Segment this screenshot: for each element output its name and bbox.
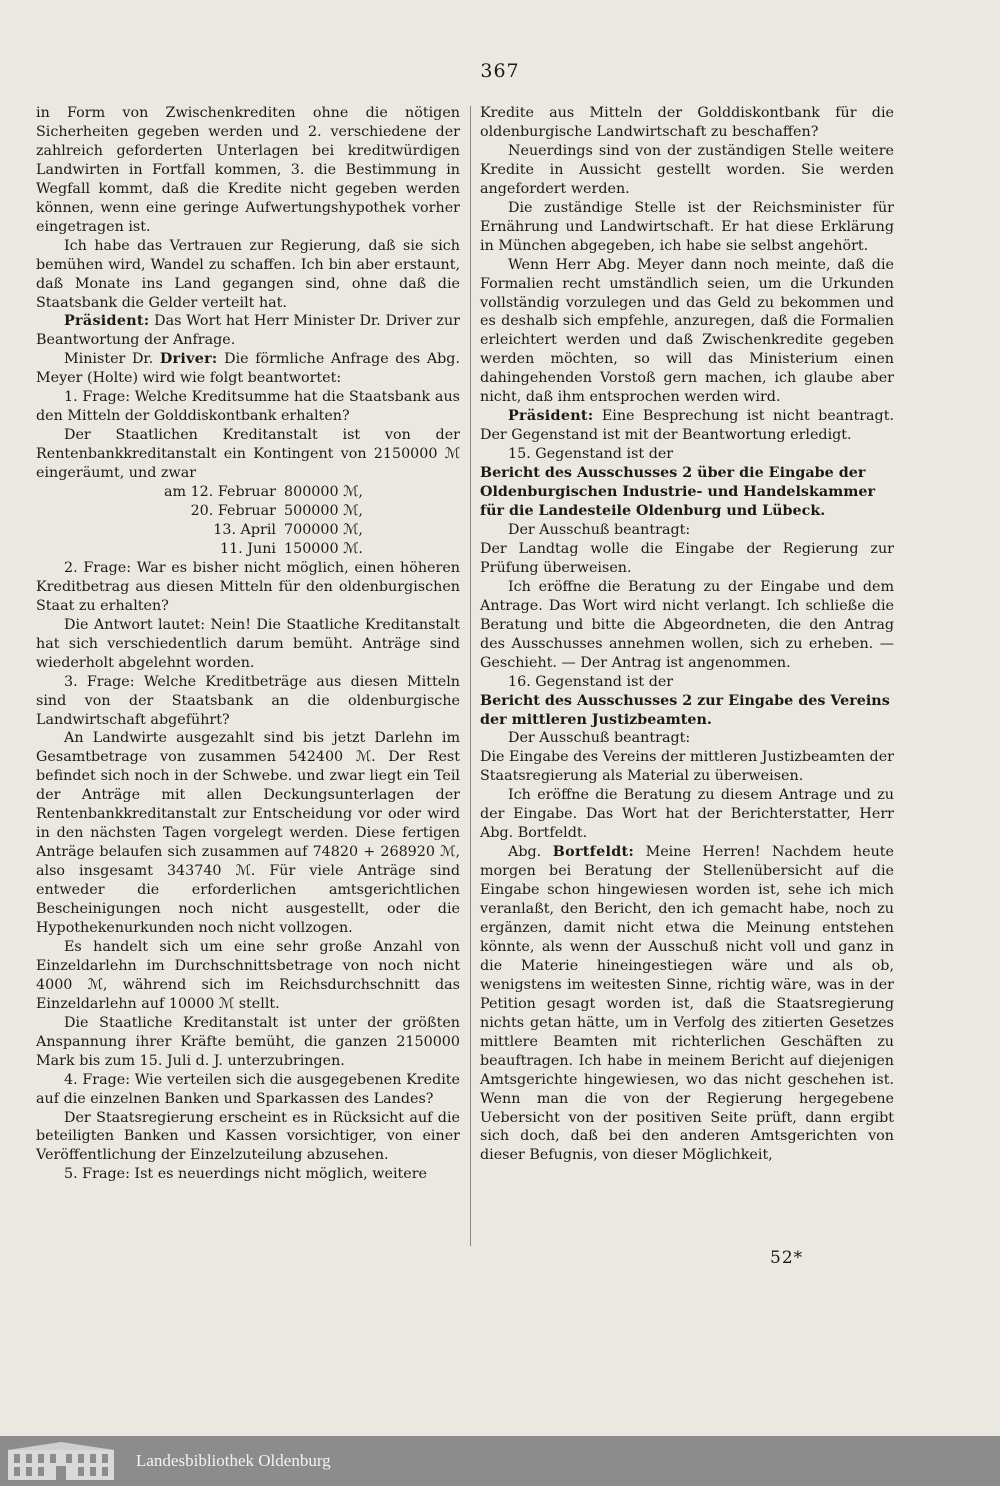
paragraph-text: Eine Besprechung ist nicht beantragt. Der Gegenstand ist mit der Beantwortung erledigt.: [480, 408, 894, 444]
right-column: [480, 104, 894, 1165]
paragraph: [480, 748, 894, 786]
paragraph: [480, 843, 894, 1165]
paragraph: [480, 464, 894, 521]
paragraph-text: Meine Herren! Nachdem heute morgen bei Beratung der Stellenübersicht auf die Eingabe schon hingewiesen worden ist, sehe ich mich veranlaßt, den Bericht, den ich gemacht habe, noch zu ergänzen, damit nicht etwa die Meinung entstehen könnte, als wenn der Ausschuß nicht voll und ganz in die Materie hineingestiegen wäre und als ob, wenigstens im weitesten Sinne, richtig wäre, was in der Petition gesagt worden ist, daß die Staatsregierung nichts getan hätte, um in Verfolg des zitierten Gesetzes mittlere Beamten mit richterlichen Geschäften zu beauftragen. Ich habe in meinem Bericht auf diejenigen Amtsgerichte hingewiesen, wo das nicht geschehen ist. Wenn man die von der Regierung hergegebene Uebersicht von der positiven Seite prüft, dann ergibt sich doch, daß bei den anderen Amtsgerichten von dieser Befugnis, von dieser Möglichkeit,: [480, 844, 895, 1164]
right-paragraphs: [480, 104, 894, 1165]
paragraph-text: 2. Frage: War es bisher nicht möglich, einen höheren Kreditbetrag aus diesen Mitteln für den oldenburgischen Staat zu erhalten?: [36, 559, 460, 614]
paragraph: [36, 104, 460, 237]
paragraph-text: in Form von Zwischenkrediten ohne die nötigen Sicherheiten gegeben werden und 2. verschiedene der zahlreich geforderten Unterlagen bei kreditwürdigen Landwirten in Fortfall kommen, 3. die Bestimmung in Wegfall kommt, daß die Kredite nicht gegeben werden können, wenn eine geringe Aufwertungshypothek vorher eingetragen ist.: [36, 105, 460, 235]
library-name: Landesbibliothek Oldenburg: [136, 1451, 331, 1470]
paragraph-text: Die Staatliche Kreditanstalt ist unter der größten Anspannung ihrer Kräfte bemüht, die ganzen 2150000 Mark bis zum 15. Juli d. J. unterzubringen.: [36, 1014, 460, 1069]
speaker-name: Bortfeldt:: [552, 844, 635, 861]
paragraph: [480, 256, 894, 408]
paragraph: [480, 407, 894, 445]
paragraph: [480, 445, 894, 464]
credit-date-row: [126, 521, 460, 540]
credit-date: 13. April: [213, 521, 276, 538]
paragraph-text: An Landwirte ausgezahlt sind bis jetzt Darlehn im Gesamtbetrage von zusammen 542400 ℳ. Der Rest befindet sich noch in der Schwebe. und zwar liegt ein Teil der Anträge mit allen Deckungsunterlagen der Rentenbankkreditanstalt zur Entscheidung vor oder wird in den nächsten Tagen vorgelegt werden. Diese fertigen Anträge belaufen sich zusammen auf 74820 + 268920 ℳ, also insgesamt 343740 ℳ. Für viele Anträge sind entweder die erforderlichen amtsgerichtlichen Bescheinigungen noch nicht ausgestellt, oder die Hypothekenurkunden noch nicht vollzogen.: [36, 730, 460, 936]
speaker-name: Präsident:: [64, 313, 150, 330]
paragraph: [480, 692, 894, 730]
paragraph-text: Es handelt sich um eine sehr große Anzahl von Einzeldarlehn im Durchschnittsbetrage von noch nicht 4000 ℳ, während sich im Reichsdurchschnitt das Einzeldarlehn auf 10000 ℳ stellt.: [36, 938, 460, 1012]
paragraph: [36, 1014, 460, 1071]
paragraph: [480, 142, 894, 199]
page-number: 367: [480, 60, 520, 82]
speaker-title: Abg.: [508, 844, 553, 861]
paragraph-text: Ich eröffne die Beratung zu der Eingabe und dem Antrage. Das Wort wird nicht verlangt. Ich schließe die Beratung und bitte die Abgeordneten, die den Antrag des Ausschusses annehmen wollen, sich zu erheben. — Geschieht. — Der Antrag ist angenommen.: [480, 578, 894, 671]
left-paragraphs-a: [36, 104, 460, 483]
sheet-signature: 52*: [770, 1248, 804, 1268]
paragraph: [480, 729, 894, 748]
credit-date: 11. Juni: [219, 540, 276, 557]
paragraph-text: 1. Frage: Welche Kreditsumme hat die Staatsbank aus den Mitteln der Golddiskontbank erhalten?: [36, 389, 460, 425]
paragraph: [36, 1071, 460, 1109]
paragraph: [36, 350, 460, 388]
paragraph: [36, 559, 460, 616]
paragraph: [36, 1165, 460, 1184]
paragraph: [36, 388, 460, 426]
speaker-name: Präsident:: [508, 408, 594, 425]
credit-amount: 150000 ℳ.: [284, 540, 363, 557]
paragraph: [480, 786, 894, 843]
left-paragraphs-b: [36, 559, 460, 1184]
credit-date-row: [126, 502, 460, 521]
paragraph-text: 15. Gegenstand ist der: [508, 446, 674, 463]
credit-date: 20. Februar: [190, 503, 276, 520]
paragraph-text: 16. Gegenstand ist der: [508, 673, 674, 690]
paragraph-text: Der Staatsregierung erscheint es in Rücksicht auf die beteiligten Banken und Kassen vorsichtiger, von einer Veröffentlichung der Einzelzuteilung abzusehen.: [36, 1109, 460, 1164]
paragraph-text: Kredite aus Mitteln der Golddiskontbank für die oldenburgische Landwirtschaft zu beschaffen?: [480, 105, 894, 140]
paragraph-text: 5. Frage: Ist es neuerdings nicht möglich, weitere: [64, 1166, 428, 1183]
paragraph: [36, 237, 460, 313]
paragraph: [36, 938, 460, 1014]
paragraph: [36, 673, 460, 730]
paragraph-text: Ich eröffne die Beratung zu diesem Antrage und zu der Eingabe. Das Wort hat der Berichterstatter, Herr Abg. Bortfeldt.: [480, 787, 894, 842]
paragraph: [36, 616, 460, 673]
column-divider: [470, 106, 471, 1246]
paragraph: [480, 540, 894, 578]
paragraph: [480, 521, 894, 540]
credit-amount: 500000 ℳ,: [284, 503, 363, 520]
library-footer: [0, 1436, 1000, 1486]
paragraph: [480, 673, 894, 692]
paragraph-text: Neuerdings sind von der zuständigen Stelle weitere Kredite in Aussicht gestellt worden. Sie werden angefordert werden.: [480, 142, 894, 197]
paragraph-text: Bericht des Ausschusses 2 über die Eingabe der Oldenburgischen Industrie- und Handelskammer für die Landesteile Oldenburg und Lübeck.: [480, 465, 875, 520]
paragraph: [36, 312, 460, 350]
paragraph-text: Die förmliche Anfrage des Abg. Meyer (Holte) wird wie folgt beantwortet:: [36, 351, 460, 387]
paragraph-text: Wenn Herr Abg. Meyer dann noch meinte, daß die Formalien recht umständlich seien, um die Urkunden vollständig vorzulegen und das Geld zu bekommen und es deshalb sich empfehle, anzuregen, daß die Formalien erleichtert werden und daß Zwischenkredite gegeben werden möchten, so will das Ministerium einen dahingehenden Vorstoß gern machen, ich glaube aber nicht, daß ihm entsprochen werden wird.: [480, 256, 894, 406]
left-column: [36, 104, 460, 1184]
speaker-title: Minister Dr.: [64, 351, 160, 368]
credit-date: am 12. Februar: [163, 484, 276, 501]
library-building-icon: [6, 1440, 116, 1482]
paragraph: [36, 1109, 460, 1166]
paragraph: [36, 426, 460, 483]
paragraph-text: Der Ausschuß beantragt:: [508, 730, 691, 747]
paragraph: [480, 578, 894, 673]
paragraph-text: Der Staatlichen Kreditanstalt ist von der Rentenbankkreditanstalt ein Kontingent von 2150000 ℳ eingeräumt, und zwar: [36, 427, 460, 482]
credit-dates-list: [126, 483, 460, 559]
paragraph: [480, 199, 894, 256]
paragraph: [480, 104, 894, 142]
credit-date-row: [126, 483, 460, 502]
paragraph-text: Die Eingabe des Vereins der mittleren Justizbeamten der Staatsregierung als Material zu überweisen.: [480, 749, 894, 785]
paragraph-text: 3. Frage: Welche Kreditbeträge aus diesen Mitteln sind von der Staatsbank an die oldenburgische Landwirtschaft abgeführt?: [36, 673, 460, 728]
paragraph-text: Der Landtag wolle die Eingabe der Regierung zur Prüfung überweisen.: [480, 540, 894, 576]
credit-date-row: [126, 540, 460, 559]
paragraph-text: Bericht des Ausschusses 2 zur Eingabe des Vereins der mittleren Justizbeamten.: [480, 692, 890, 728]
paragraph-text: Der Ausschuß beantragt:: [508, 521, 691, 538]
speaker-name: Driver:: [159, 351, 218, 368]
paragraph-text: Die zuständige Stelle ist der Reichsminister für Ernährung und Landwirtschaft. Er hat diese Erklärung in München abgegeben, ich habe sie selbst angehört.: [480, 199, 894, 254]
paragraph-text: Das Wort hat Herr Minister Dr. Driver zur Beantwortung der Anfrage.: [36, 313, 460, 349]
paragraph-text: Die Antwort lautet: Nein! Die Staatliche Kreditanstalt hat sich verschiedentlich darum bemüht. Anträge sind wiederholt abgelehnt worden.: [36, 616, 460, 671]
credit-amount: 800000 ℳ,: [284, 484, 363, 501]
paragraph-text: Ich habe das Vertrauen zur Regierung, daß sie sich bemühen wird, Wandel zu schaffen. Ich bin aber erstaunt, daß Monate ins Land gegangen sind, ohne daß die Staatsbank die Gelder verteilt hat.: [36, 237, 460, 311]
paragraph-text: 4. Frage: Wie verteilen sich die ausgegebenen Kredite auf die einzelnen Banken und Sparkassen des Landes?: [36, 1071, 460, 1107]
paragraph: [36, 729, 460, 937]
credit-amount: 700000 ℳ,: [284, 521, 363, 538]
